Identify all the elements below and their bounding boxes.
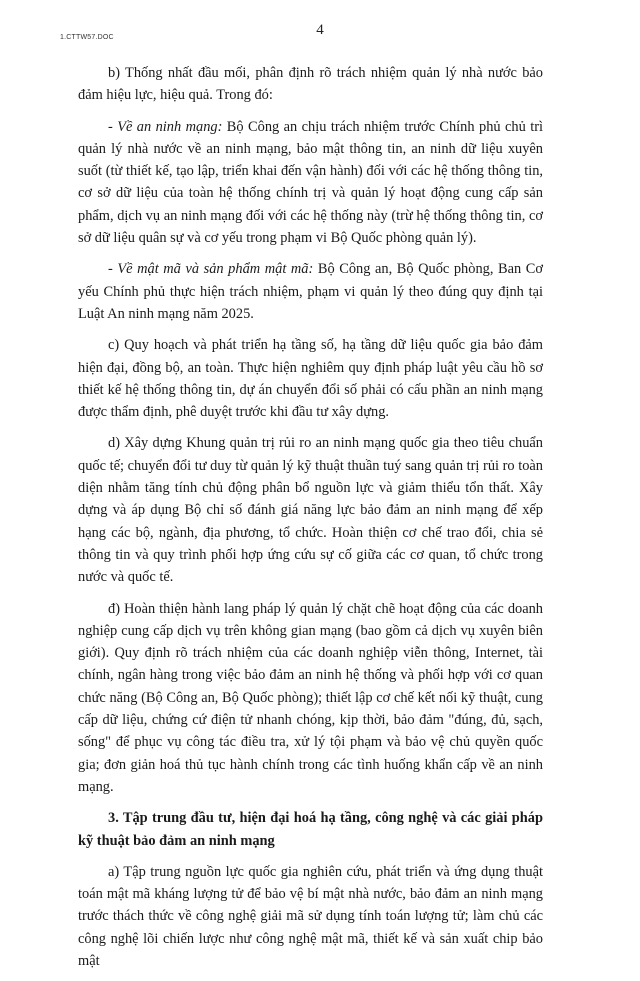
paragraph-b-crypto-lead: - Về mật mã và sản phẩm mật mã: <box>108 261 314 278</box>
paragraph-c: c) Quy hoạch và phát triển hạ tầng số, hạ tầng dữ liệu quốc gia bảo đảm hiện đại, đồng bộ, an toàn. Thực hiện nghiêm quy định pháp luật yêu cầu hồ sơ thiết kế hệ thống thông tin, dự án chuyển đổi số phải có cấu phần an ninh mạng được thẩm định, phê duyệt trước khi đầu tư xây dựng. <box>78 337 543 421</box>
paragraph-dd: đ) Hoàn thiện hành lang pháp lý quản lý chặt chẽ hoạt động của các doanh nghiệp cung cấp dịch vụ trên không gian mạng (bao gồm cả dịch vụ xuyên biên giới). Quy định rõ trách nhiệm của các doanh nghiệp viễn thông, Internet, tài chính, ngân hàng trong việc bảo đảm an ninh hệ thống và phối hợp với cơ quan chức năng (Bộ Công an, Bộ Quốc phòng); thiết lập cơ chế kết nối kỹ thuật, cung cấp dữ liệu, chứng cứ điện tử nhanh chóng, kịp thời, bảo đảm "đúng, đủ, sạch, sống" để phục vụ công tác điều tra, xử lý tội phạm và bảo vệ chủ quyền quốc gia; đơn giản hoá thủ tục hành chính trong các tình huống khẩn cấp về an ninh mạng. <box>78 600 543 795</box>
paragraph-b-crypto-text: Bộ Công an, Bộ Quốc phòng, Ban Cơ yếu Chính phủ thực hiện trách nhiệm, phạm vi quản lý theo đúng quy định tại Luật An ninh mạng năm 2025. <box>78 261 543 322</box>
paragraph-d: d) Xây dựng Khung quản trị rủi ro an ninh mạng quốc gia theo tiêu chuẩn quốc tế; chuyển đổi tư duy từ quản lý kỹ thuật thuần tuý sang quản trị rủi ro toàn diện nhằm tăng tính chủ động phân bổ nguồn lực và giảm thiểu tổn thất. Xây dựng và áp dụng Bộ chỉ số đánh giá năng lực bảo đảm an ninh mạng để xếp hạng các bộ, ngành, địa phương, tổ chức. Hoàn thiện cơ chế trao đổi, chia sẻ thông tin và quy trình phối hợp ứng cứu sự cố giữa các cơ quan, tổ chức trong nước và quốc tế. <box>78 435 543 586</box>
paragraph-b-network-text: Bộ Công an chịu trách nhiệm trước Chính phủ chủ trì quản lý nhà nước về an ninh mạng, bảo mật thông tin, an ninh dữ liệu xuyên suốt (từ thiết kế, tạo lập, triển khai đến vận hành) đối với các hệ thống thông tin, cơ sở dữ liệu của toàn hệ thống chính trị và quản lý hoạt động cung cấp sản phẩm, dịch vụ an ninh mạng đối với các hệ thống này (trừ hệ thống thông tin, cơ sở dữ liệu quân sự và cơ yếu trong phạm vi Bộ Quốc phòng quản lý). <box>78 118 543 247</box>
document-body <box>78 62 543 981</box>
paragraph-b-crypto <box>78 258 543 325</box>
section-heading-3: 3. Tập trung đầu tư, hiện đại hoá hạ tầng, công nghệ và các giải pháp kỹ thuật bảo đảm an ninh mạng <box>78 810 543 849</box>
paragraph-b-network-lead: - Về an ninh mạng: <box>108 118 223 135</box>
document-code: 1.CTTW57.DOC <box>60 34 114 41</box>
paragraph-b: b) Thống nhất đầu mối, phân định rõ trách nhiệm quản lý nhà nước bảo đảm hiệu lực, hiệu quả. Trong đó: <box>78 65 543 104</box>
paragraph-a: a) Tập trung nguồn lực quốc gia nghiên cứu, phát triển và ứng dụng thuật toán mật mã kháng lượng tử để bảo vệ bí mật nhà nước, bảo đảm an ninh mạng trước thách thức về công nghệ giải mã sử dụng tính toán lượng tử; làm chủ các công nghệ lõi chiến lược như công nghệ mật mã, thiết kế và sản xuất chip bảo mật <box>78 863 543 969</box>
page-number: 4 <box>316 22 324 38</box>
paragraph-b-network <box>78 116 543 250</box>
